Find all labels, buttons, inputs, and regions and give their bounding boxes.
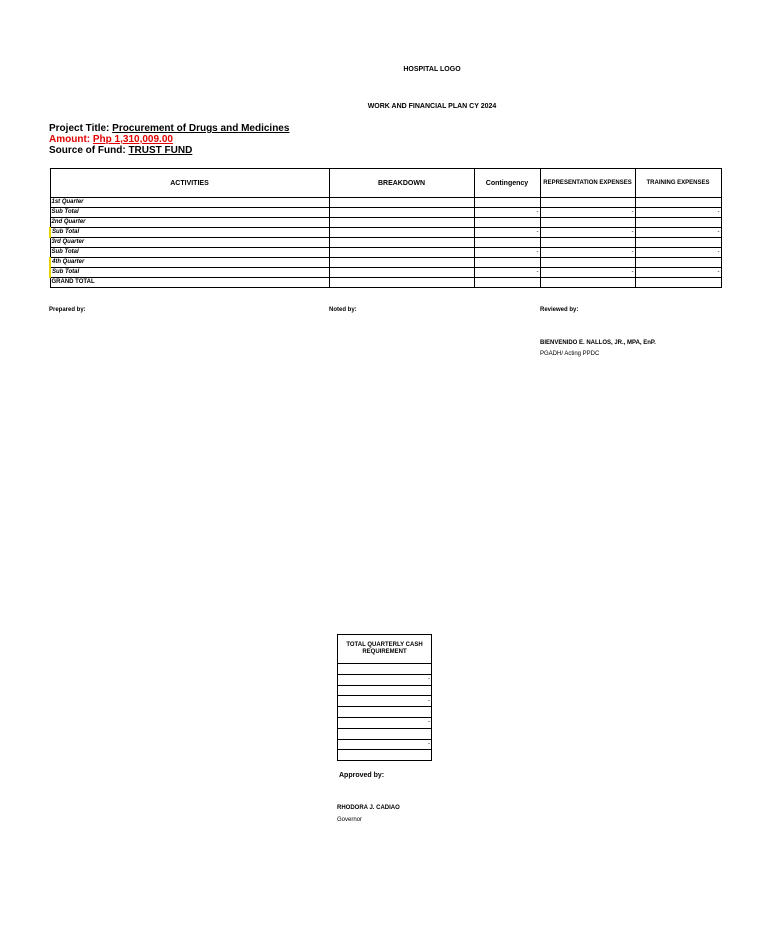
breakdown-cell xyxy=(329,218,474,228)
row-label: 4th Quarter xyxy=(50,258,329,268)
table-row xyxy=(338,707,432,718)
fund-value: TRUST FUND xyxy=(128,145,193,156)
project-info xyxy=(49,123,289,156)
hospital-logo-placeholder: HOSPITAL LOGO xyxy=(403,66,461,73)
contingency-cell: - xyxy=(474,208,540,218)
representation-cell xyxy=(540,278,635,288)
row-label: Sub Total xyxy=(50,208,329,218)
amount-label: Amount: xyxy=(49,134,91,145)
row-label: 2nd Quarter xyxy=(50,218,329,228)
contingency-cell xyxy=(474,198,540,208)
column-header-activities: ACTIVITIES xyxy=(50,169,329,198)
table-row xyxy=(338,685,432,696)
cash-cell xyxy=(338,707,432,718)
row-label: 3rd Quarter xyxy=(50,238,329,248)
row-label: Sub Total xyxy=(50,268,329,278)
breakdown-cell xyxy=(329,248,474,258)
contingency-cell: - xyxy=(474,268,540,278)
cash-cell: - xyxy=(338,696,432,707)
training-cell xyxy=(635,218,721,228)
table-row xyxy=(50,228,721,238)
row-label: Sub Total xyxy=(50,228,329,238)
table-row xyxy=(50,258,721,268)
representation-cell xyxy=(540,258,635,268)
training-cell: - xyxy=(635,228,721,238)
table-row xyxy=(50,238,721,248)
column-header-training: TRAINING EXPENSES xyxy=(635,169,721,198)
amount-line xyxy=(49,134,289,145)
breakdown-cell xyxy=(329,278,474,288)
cash-cell xyxy=(338,664,432,675)
cash-cell: - xyxy=(338,674,432,685)
approver-title: Governor xyxy=(337,817,363,823)
table-row xyxy=(50,268,721,278)
project-title-value: Procurement of Drugs and Medicines xyxy=(112,123,290,134)
breakdown-cell xyxy=(329,228,474,238)
column-header-contingency: Contingency xyxy=(474,169,540,198)
row-label: 1st Quarter xyxy=(50,198,329,208)
table-row xyxy=(50,278,721,288)
representation-cell: - xyxy=(540,268,635,278)
contingency-cell xyxy=(474,258,540,268)
breakdown-cell xyxy=(329,198,474,208)
contingency-cell: - xyxy=(474,228,540,238)
representation-cell: - xyxy=(540,208,635,218)
reviewed-by-label: Reviewed by: xyxy=(540,307,579,313)
training-cell xyxy=(635,238,721,248)
training-cell: - xyxy=(635,208,721,218)
representation-cell: - xyxy=(540,228,635,238)
noted-by-label: Noted by: xyxy=(329,307,357,313)
breakdown-cell xyxy=(329,208,474,218)
table-row xyxy=(50,218,721,228)
plan-title: WORK AND FINANCIAL PLAN CY 2024 xyxy=(367,103,497,110)
table-row xyxy=(50,208,721,218)
breakdown-cell xyxy=(329,268,474,278)
approver-name: RHODORA J. CADIAO xyxy=(337,805,400,811)
table-row xyxy=(338,664,432,675)
cash-cell xyxy=(338,750,432,761)
cash-cell: - xyxy=(338,717,432,728)
contingency-cell xyxy=(474,278,540,288)
cash-cell xyxy=(338,728,432,739)
table-row xyxy=(50,248,721,258)
contingency-cell xyxy=(474,238,540,248)
training-cell: - xyxy=(635,268,721,278)
reviewer-title: PGADH/ Acting PPDC xyxy=(540,351,600,357)
breakdown-cell xyxy=(329,238,474,248)
table-row xyxy=(338,717,432,728)
contingency-cell xyxy=(474,218,540,228)
breakdown-cell xyxy=(329,258,474,268)
representation-cell xyxy=(540,198,635,208)
representation-cell xyxy=(540,218,635,228)
training-cell: - xyxy=(635,248,721,258)
table-row xyxy=(338,750,432,761)
fund-label: Source of Fund: xyxy=(49,145,126,156)
row-label: Sub Total xyxy=(50,248,329,258)
training-cell xyxy=(635,258,721,268)
table-row xyxy=(338,674,432,685)
grand-total-label: GRAND TOTAL xyxy=(50,278,329,288)
cash-cell: - xyxy=(338,739,432,750)
project-title-label: Project Title: xyxy=(49,123,110,134)
financial-plan-table xyxy=(49,168,722,288)
reviewer-name: BIENVENIDO E. NALLOS, JR., MPA, EnP. xyxy=(540,340,656,346)
training-cell xyxy=(635,278,721,288)
cash-header-row xyxy=(338,635,432,664)
fund-line xyxy=(49,145,289,156)
cash-cell xyxy=(338,685,432,696)
project-title-line xyxy=(49,123,289,134)
table-row xyxy=(338,696,432,707)
contingency-cell: - xyxy=(474,248,540,258)
table-header-row xyxy=(50,169,721,198)
approved-by-label: Approved by: xyxy=(339,772,385,779)
column-header-representation: REPRESENTATION EXPENSES xyxy=(540,169,635,198)
table-row xyxy=(50,198,721,208)
representation-cell xyxy=(540,238,635,248)
quarterly-cash-table xyxy=(337,634,432,761)
amount-value: Php 1,310,009.00 xyxy=(92,134,173,145)
column-header-breakdown: BREAKDOWN xyxy=(329,169,474,198)
table-row xyxy=(338,728,432,739)
cash-header: TOTAL QUARTERLY CASH REQUIREMENT xyxy=(338,635,432,664)
representation-cell: - xyxy=(540,248,635,258)
table-row xyxy=(338,739,432,750)
training-cell xyxy=(635,198,721,208)
prepared-by-label: Prepared by: xyxy=(49,307,86,313)
